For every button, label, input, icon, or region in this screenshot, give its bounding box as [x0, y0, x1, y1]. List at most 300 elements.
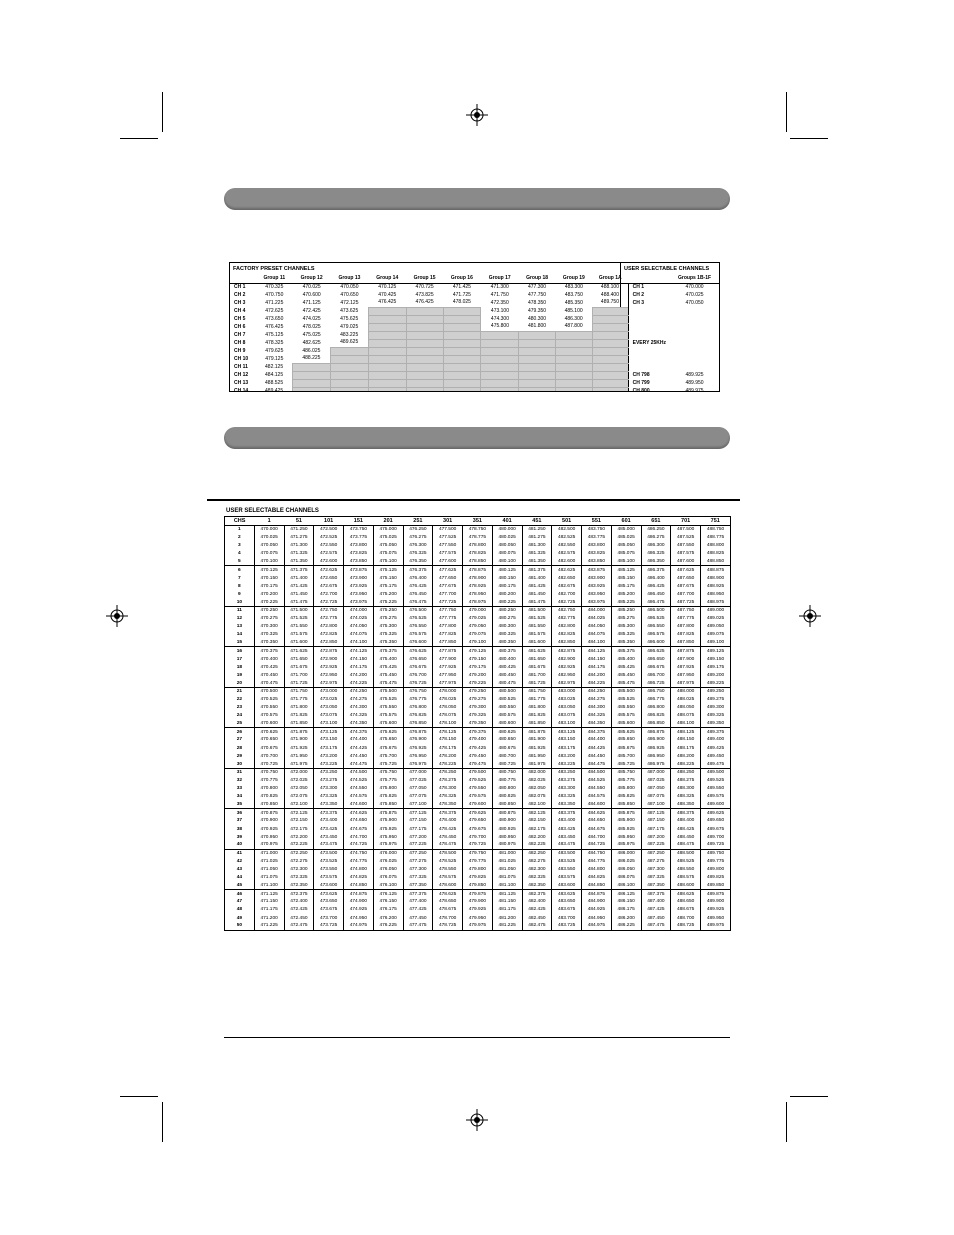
frequency-cell: 481.500: [522, 606, 552, 614]
table-row: [225, 687, 731, 695]
frequency-cell: [592, 323, 628, 331]
frequency-cell: 477.750: [433, 606, 463, 614]
frequency-cell: 483.375: [552, 809, 582, 817]
frequency-cell: [406, 331, 443, 339]
frequency-cell: 482.950: [552, 671, 582, 679]
frequency-cell: [670, 363, 719, 371]
frequency-cell: 479.575: [463, 793, 493, 801]
frequency-cell: 479.000: [463, 606, 493, 614]
frequency-cell: 475.575: [373, 712, 403, 720]
frequency-cell: [368, 339, 406, 347]
frequency-cell: 478.475: [433, 841, 463, 849]
frequency-cell: 473.675: [314, 906, 344, 914]
frequency-cell: 486.250: [641, 526, 671, 534]
channel-index: 12: [225, 615, 255, 623]
frequency-cell: 473.325: [314, 793, 344, 801]
frequency-cell: 478.025: [302, 323, 321, 330]
frequency-cell: 486.100: [611, 882, 641, 890]
frequency-cell: 476.975: [403, 760, 433, 768]
frequency-cell: 483.550: [552, 865, 582, 873]
frequency-cell: 487.125: [641, 809, 671, 817]
frequency-cell: 475.325: [373, 631, 403, 639]
frequency-cell: 482.200: [522, 833, 552, 841]
frequency-cell: 471.650: [284, 655, 314, 663]
frequency-cell: 471.100: [254, 882, 284, 890]
frequency-cell: 473.400: [314, 817, 344, 825]
frequency-cell: 485.200: [611, 590, 641, 598]
frequency-cell: 485.100: [564, 307, 583, 314]
frequency-cell: 475.675: [373, 744, 403, 752]
frequency-cell: 476.050: [373, 865, 403, 873]
frequency-cell: 485.825: [611, 793, 641, 801]
frequency-cell: 477.225: [403, 841, 433, 849]
frequency-cell: 479.200: [463, 671, 493, 679]
frequency-cell: 480.775: [492, 776, 522, 784]
frequency-cell: 480.400: [492, 655, 522, 663]
frequency-cell: 488.100: [671, 720, 701, 728]
frequency-cell: 485.650: [611, 736, 641, 744]
crop-mark: [120, 1096, 158, 1097]
frequency-cell: 488.600: [671, 882, 701, 890]
frequency-cell: 475.200: [373, 590, 403, 598]
frequency-cell: 477.075: [403, 793, 433, 801]
frequency-cell: 477.150: [403, 817, 433, 825]
frequency-cell: 473.125: [314, 728, 344, 736]
frequency-cell: 470.025: [685, 291, 704, 298]
frequency-cell: 486.775: [641, 695, 671, 703]
frequency-cell: 482.400: [522, 898, 552, 906]
frequency-cell: 478.375: [433, 809, 463, 817]
column-header: Group 17: [481, 275, 519, 283]
frequency-cell: 470.950: [254, 833, 284, 841]
column-header: [628, 275, 670, 283]
frequency-cell: 471.950: [284, 752, 314, 760]
frequency-cell: 487.425: [641, 906, 671, 914]
table-row: [225, 817, 731, 825]
frequency-cell: 481.975: [522, 760, 552, 768]
frequency-cell: 481.700: [522, 671, 552, 679]
frequency-cell: 470.175: [254, 582, 284, 590]
frequency-cell: [331, 347, 369, 355]
table-row: [225, 825, 731, 833]
frequency-cell: 485.775: [611, 776, 641, 784]
frequency-cell: 472.650: [314, 574, 344, 582]
frequency-cell: 475.600: [373, 720, 403, 728]
frequency-cell: 489.975: [701, 922, 731, 930]
frequency-cell: 476.425: [403, 582, 433, 590]
frequency-cell: 472.500: [314, 526, 344, 534]
frequency-cell: 489.050: [701, 623, 731, 631]
frequency-cell: 471.225: [265, 299, 284, 306]
frequency-cell: 482.725: [552, 598, 582, 606]
frequency-cell: 481.575: [522, 631, 552, 639]
frequency-cell: 485.075: [611, 550, 641, 558]
frequency-cell: 475.125: [373, 566, 403, 574]
frequency-cell: 489.025: [701, 615, 731, 623]
frequency-cell: 475.125: [265, 331, 284, 338]
frequency-cell: 486.175: [611, 906, 641, 914]
frequency-cell: 471.125: [302, 299, 321, 306]
frequency-cell: 483.400: [552, 817, 582, 825]
table-row: [225, 760, 731, 768]
frequency-cell: 489.700: [701, 833, 731, 841]
frequency-cell: 486.575: [641, 631, 671, 639]
frequency-cell: 470.400: [254, 655, 284, 663]
frequency-cell: 485.400: [611, 655, 641, 663]
frequency-cell: 470.475: [254, 679, 284, 687]
column-header: Group 15: [406, 275, 443, 283]
frequency-cell: 487.100: [641, 801, 671, 809]
frequency-cell: 487.875: [671, 647, 701, 655]
channel-label: CH 2: [632, 291, 645, 298]
frequency-cell: 475.350: [373, 639, 403, 647]
column-header: 251: [403, 517, 433, 526]
frequency-cell: 471.475: [284, 598, 314, 606]
frequency-cell: [406, 347, 443, 355]
channel-index: 19: [225, 671, 255, 679]
frequency-cell: 478.700: [433, 914, 463, 922]
table-row: [225, 542, 731, 550]
frequency-cell: 470.050: [254, 542, 284, 550]
table-row: [225, 615, 731, 623]
frequency-cell: 488.400: [671, 817, 701, 825]
frequency-cell: 480.625: [492, 728, 522, 736]
frequency-cell: 470.125: [378, 283, 397, 290]
frequency-cell: 481.275: [522, 534, 552, 542]
user-grid: [224, 516, 731, 931]
frequency-cell: 471.175: [254, 906, 284, 914]
frequency-cell: 483.250: [552, 768, 582, 776]
frequency-cell: 485.000: [611, 526, 641, 534]
frequency-cell: 478.325: [265, 339, 284, 346]
frequency-cell: 486.500: [641, 606, 671, 614]
frequency-cell: 471.900: [284, 736, 314, 744]
frequency-cell: 484.250: [582, 687, 612, 695]
factory-body: [230, 283, 719, 392]
frequency-cell: 474.600: [344, 801, 374, 809]
frequency-cell: 481.250: [522, 526, 552, 534]
frequency-cell: 482.600: [552, 558, 582, 566]
user-selectable-title: USER SELECTABLE CHANNELS: [624, 266, 710, 272]
frequency-cell: 478.450: [433, 833, 463, 841]
frequency-cell: [670, 315, 719, 323]
frequency-cell: 485.100: [611, 558, 641, 566]
frequency-cell: 476.700: [403, 671, 433, 679]
frequency-cell: 473.500: [314, 849, 344, 857]
frequency-cell: 488.550: [671, 865, 701, 873]
frequency-cell: 484.450: [582, 752, 612, 760]
frequency-cell: 485.675: [611, 744, 641, 752]
frequency-cell: 477.575: [433, 550, 463, 558]
channel-index: 44: [225, 874, 255, 882]
frequency-cell: 470.650: [340, 291, 359, 298]
frequency-cell: 475.250: [373, 606, 403, 614]
frequency-cell: 474.175: [344, 663, 374, 671]
frequency-cell: 470.700: [254, 752, 284, 760]
table-row: [230, 323, 719, 331]
column-header: 351: [463, 517, 493, 526]
frequency-cell: 479.100: [463, 639, 493, 647]
frequency-cell: [406, 371, 443, 379]
channel-index: 43: [225, 865, 255, 873]
column-header: 701: [671, 517, 701, 526]
frequency-cell: 487.150: [641, 817, 671, 825]
frequency-cell: 470.625: [254, 728, 284, 736]
frequency-cell: 470.325: [254, 631, 284, 639]
table-row: [225, 598, 731, 606]
table-row: [225, 776, 731, 784]
frequency-cell: 480.050: [492, 542, 522, 550]
frequency-cell: 470.675: [254, 744, 284, 752]
frequency-cell: 483.825: [582, 550, 612, 558]
frequency-cell: [670, 307, 719, 315]
frequency-cell: 485.350: [611, 639, 641, 647]
frequency-cell: 473.975: [344, 598, 374, 606]
frequency-cell: 472.375: [284, 890, 314, 898]
frequency-cell: 474.300: [490, 315, 509, 322]
table-row: [230, 379, 719, 387]
frequency-cell: 473.900: [344, 574, 374, 582]
frequency-cell: 477.050: [403, 785, 433, 793]
frequency-cell: 485.750: [611, 768, 641, 776]
frequency-cell: 489.550: [701, 785, 731, 793]
frequency-cell: 482.175: [522, 825, 552, 833]
channel-label: CH 5: [234, 315, 246, 322]
frequency-cell: 489.150: [701, 655, 731, 663]
frequency-cell: 486.350: [641, 558, 671, 566]
frequency-cell: 476.225: [373, 922, 403, 930]
frequency-cell: 471.675: [284, 663, 314, 671]
frequency-cell: [481, 355, 519, 363]
frequency-cell: 477.850: [433, 639, 463, 647]
frequency-cell: 479.400: [463, 736, 493, 744]
frequency-cell: 479.075: [463, 631, 493, 639]
divider: [224, 1037, 730, 1038]
frequency-cell: 483.425: [552, 825, 582, 833]
frequency-cell: 475.800: [373, 785, 403, 793]
frequency-cell: [519, 347, 556, 355]
table-row: [225, 785, 731, 793]
frequency-cell: [519, 355, 556, 363]
frequency-cell: 474.025: [344, 615, 374, 623]
frequency-cell: 489.000: [701, 606, 731, 614]
frequency-cell: 482.800: [552, 623, 582, 631]
frequency-cell: 472.025: [284, 776, 314, 784]
frequency-cell: 477.200: [403, 833, 433, 841]
frequency-cell: 474.625: [344, 809, 374, 817]
frequency-cell: 488.200: [671, 752, 701, 760]
frequency-cell: 477.875: [433, 647, 463, 655]
frequency-cell: 484.350: [582, 720, 612, 728]
frequency-cell: 478.025: [433, 695, 463, 703]
frequency-cell: 472.400: [284, 898, 314, 906]
frequency-cell: [481, 371, 519, 379]
table-row: [225, 712, 731, 720]
frequency-cell: 482.850: [552, 639, 582, 647]
frequency-cell: [481, 379, 519, 387]
table-row: [225, 874, 731, 882]
frequency-cell: 472.200: [284, 833, 314, 841]
frequency-cell: 487.675: [671, 582, 701, 590]
frequency-cell: 481.625: [522, 647, 552, 655]
frequency-cell: 480.300: [528, 315, 547, 322]
frequency-cell: 473.550: [314, 865, 344, 873]
frequency-cell: 486.400: [641, 574, 671, 582]
frequency-cell: 487.950: [671, 671, 701, 679]
frequency-cell: [519, 331, 556, 339]
frequency-cell: 485.350: [564, 299, 583, 306]
frequency-cell: 473.475: [314, 841, 344, 849]
channel-label: [628, 331, 670, 339]
channel-index: 15: [225, 639, 255, 647]
frequency-cell: [331, 371, 369, 379]
frequency-cell: 471.050: [254, 865, 284, 873]
frequency-cell: 480.800: [492, 785, 522, 793]
table-row: [225, 752, 731, 760]
frequency-cell: 489.100: [701, 639, 731, 647]
frequency-cell: [443, 355, 481, 363]
frequency-cell: 483.125: [552, 728, 582, 736]
frequency-cell: 479.625: [265, 347, 284, 354]
channel-label: CH 1: [234, 283, 246, 290]
table-row: [225, 704, 731, 712]
frequency-cell: 488.350: [671, 801, 701, 809]
frequency-cell: 473.250: [314, 768, 344, 776]
frequency-cell: 471.225: [254, 922, 284, 930]
frequency-cell: [592, 307, 628, 315]
frequency-cell: 484.825: [582, 874, 612, 882]
frequency-cell: 474.850: [344, 882, 374, 890]
frequency-cell: 489.950: [685, 379, 704, 386]
frequency-cell: 486.700: [641, 671, 671, 679]
frequency-cell: 484.975: [582, 922, 612, 930]
frequency-cell: [592, 363, 628, 371]
frequency-cell: 485.500: [611, 687, 641, 695]
frequency-cell: [368, 379, 406, 387]
frequency-cell: 478.150: [433, 736, 463, 744]
channel-label: CH 12: [234, 371, 249, 378]
frequency-cell: 476.650: [403, 655, 433, 663]
frequency-cell: 486.325: [641, 550, 671, 558]
frequency-cell: 471.750: [284, 687, 314, 695]
frequency-cell: 472.850: [314, 639, 344, 647]
frequency-cell: 477.900: [433, 655, 463, 663]
table-row: [230, 339, 719, 347]
column-header: CHS: [225, 517, 255, 526]
frequency-cell: 489.125: [701, 647, 731, 655]
frequency-cell: 488.225: [302, 355, 321, 362]
frequency-cell: 483.750: [564, 291, 583, 298]
channel-index: 25: [225, 720, 255, 728]
frequency-cell: 487.000: [641, 768, 671, 776]
frequency-cell: 489.500: [701, 768, 731, 776]
frequency-cell: 476.550: [403, 623, 433, 631]
frequency-cell: 483.175: [552, 744, 582, 752]
frequency-cell: 481.550: [522, 623, 552, 631]
frequency-cell: 477.350: [403, 882, 433, 890]
frequency-cell: 471.875: [284, 728, 314, 736]
frequency-cell: 481.750: [522, 687, 552, 695]
frequency-cell: 485.275: [611, 615, 641, 623]
frequency-cell: 473.175: [314, 744, 344, 752]
frequency-cell: 472.450: [284, 914, 314, 922]
frequency-cell: 486.600: [641, 639, 671, 647]
frequency-cell: 484.600: [582, 801, 612, 809]
frequency-cell: 479.275: [463, 695, 493, 703]
frequency-cell: 485.700: [611, 752, 641, 760]
frequency-cell: 478.825: [463, 550, 493, 558]
frequency-cell: 480.125: [492, 566, 522, 574]
frequency-cell: 488.750: [701, 526, 731, 534]
frequency-cell: 486.525: [641, 615, 671, 623]
frequency-cell: 487.300: [641, 865, 671, 873]
frequency-cell: 474.525: [344, 776, 374, 784]
frequency-cell: 480.975: [492, 841, 522, 849]
frequency-cell: [368, 307, 406, 315]
frequency-cell: 475.825: [373, 793, 403, 801]
frequency-cell: 481.425: [522, 582, 552, 590]
frequency-cell: 480.550: [492, 704, 522, 712]
frequency-cell: 489.925: [685, 371, 704, 378]
frequency-cell: 474.100: [344, 639, 374, 647]
frequency-cell: [592, 331, 628, 339]
frequency-cell: 486.550: [641, 623, 671, 631]
channel-label: CH 14: [234, 387, 249, 392]
frequency-cell: 479.800: [463, 865, 493, 873]
frequency-cell: 479.600: [463, 801, 493, 809]
frequency-cell: 481.475: [522, 598, 552, 606]
frequency-cell: [481, 387, 519, 392]
frequency-cell: 477.400: [403, 898, 433, 906]
channel-label: CH 4: [234, 307, 246, 314]
frequency-cell: 480.900: [492, 817, 522, 825]
frequency-cell: 488.025: [671, 695, 701, 703]
frequency-cell: 470.100: [254, 558, 284, 566]
column-header: Group 13: [331, 275, 369, 283]
channel-index: 35: [225, 801, 255, 809]
registration-mark-icon: [799, 605, 821, 627]
frequency-cell: 475.650: [373, 736, 403, 744]
frequency-cell: 471.325: [284, 550, 314, 558]
frequency-cell: 477.250: [403, 849, 433, 857]
frequency-cell: 487.025: [641, 776, 671, 784]
frequency-cell: 484.725: [582, 841, 612, 849]
frequency-cell: [670, 323, 719, 331]
frequency-cell: 479.875: [463, 890, 493, 898]
frequency-cell: 484.225: [582, 679, 612, 687]
frequency-cell: 476.200: [373, 914, 403, 922]
frequency-cell: 484.325: [582, 712, 612, 720]
channel-label: CH 9: [234, 347, 246, 354]
frequency-cell: 473.425: [314, 825, 344, 833]
frequency-cell: 488.925: [701, 582, 731, 590]
frequency-cell: 485.225: [611, 598, 641, 606]
frequency-cell: 473.825: [344, 550, 374, 558]
column-header: 551: [582, 517, 612, 526]
frequency-cell: 489.300: [701, 704, 731, 712]
frequency-cell: 483.875: [582, 566, 612, 574]
frequency-cell: 482.900: [552, 655, 582, 663]
frequency-cell: 481.900: [522, 736, 552, 744]
channel-index: 41: [225, 849, 255, 857]
table-row: [225, 550, 731, 558]
column-header: 301: [433, 517, 463, 526]
frequency-cell: 485.375: [611, 647, 641, 655]
frequency-cell: 480.325: [492, 631, 522, 639]
frequency-cell: 480.275: [492, 615, 522, 623]
crop-mark: [790, 138, 828, 139]
frequency-cell: 489.975: [685, 387, 704, 392]
